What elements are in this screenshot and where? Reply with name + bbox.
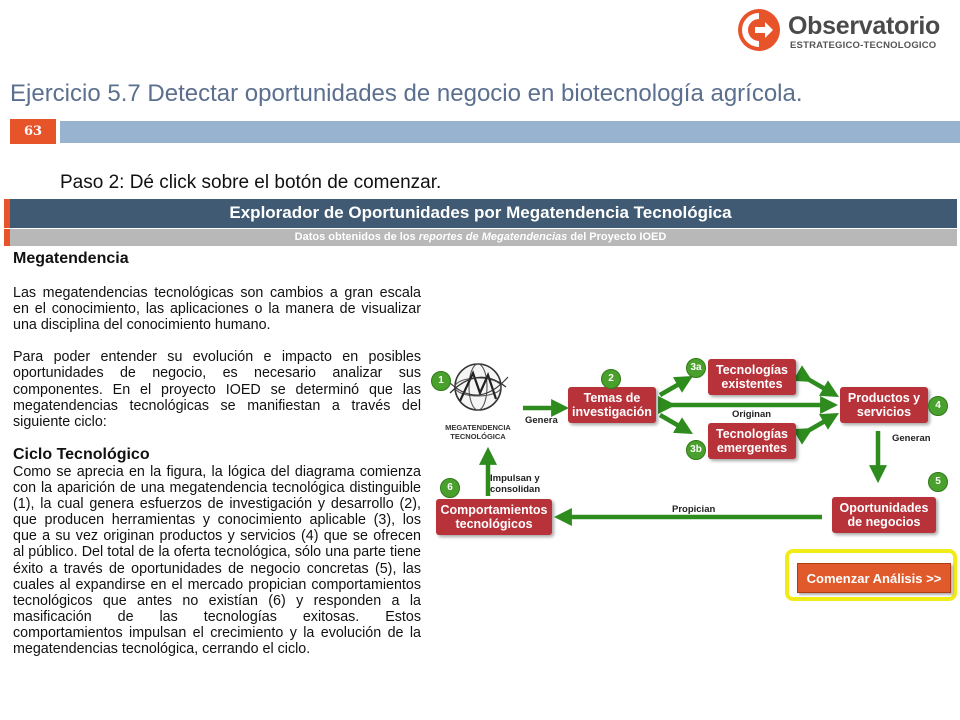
arrow-emergentes-productos	[806, 417, 832, 432]
edge-label-impulsan-line1: Impulsan y	[490, 473, 540, 484]
edge-label-propician: Propician	[672, 504, 716, 515]
step-number-4: 4	[928, 396, 948, 416]
heading-ciclo-tecnologico: Ciclo Tecnológico	[13, 445, 150, 463]
explorer-app-screenshot	[0, 199, 960, 720]
edge-label-impulsan-line2: consolidan	[490, 484, 541, 495]
page-number-badge: 63	[10, 119, 56, 144]
edge-label-genera: Genera	[525, 415, 558, 426]
app-title-bar	[4, 199, 957, 228]
node-tecnologias-emergentes: Tecnologías emergentes	[708, 423, 796, 459]
technology-cycle-diagram	[428, 351, 960, 551]
app-subtitle	[4, 231, 957, 243]
arrow-temas-emergentes	[660, 415, 686, 430]
step-instruction: Paso 2: Dé click sobre el botón de comenzar.	[60, 172, 442, 193]
step-number-3a: 3a	[686, 358, 706, 378]
subtitle-prefix: Datos obtenidos de los	[294, 231, 419, 243]
node-temas-investigacion: Temas de investigación	[568, 387, 656, 423]
step-number-1: 1	[431, 371, 451, 391]
node-productos-servicios: Productos y servicios	[840, 387, 928, 423]
title-band	[60, 121, 960, 143]
paragraph-definition: Las megatendencias tecnológicas son cambios a gran escala en el conocimiento, las aplicaciones o la manera de visualizar una disciplina del conocimiento humano.	[13, 285, 421, 334]
node-tecnologias-existentes: Tecnologías existentes	[708, 359, 796, 395]
megatendencia-globe-icon	[440, 357, 512, 423]
step-number-3b: 3b	[686, 440, 706, 460]
logo-name: Observatorio	[788, 12, 941, 40]
subtitle-suffix: del Proyecto IOED	[567, 231, 667, 243]
heading-megatendencia: Megatendencia	[13, 250, 129, 267]
edge-label-originan: Originan	[732, 409, 772, 420]
step-number-6: 6	[440, 478, 460, 498]
description-column	[13, 251, 421, 657]
paragraph-cycle: Como se aprecia en la figura, la lógica del diagrama comienza con la aparición de una megatendencia tecnológica distinguible (1), la cual genera esfuerzos de investigación y desarrollo (2), que producen herramientas y conocimiento aplicable (3), los que a su vez originan productos y servicios (4) que se ofrecen al público. Del total de la oferta tecnológica, sólo una parte tiene éxito a través de oportunidades de negocio concretas (5), las cuales al expandirse en el mercado propician comportamientos tecnológicos que antes no existían (6) y responden a la masificación de las tecnologías exitosas. Estos comportamientos impulsan el crecimiento y la evolución de la megatendencias tecnológica, cerrando el ciclo.	[13, 463, 421, 657]
subtitle-emphasis: reportes de Megatendencias	[418, 231, 568, 243]
app-title: Explorador de Oportunidades por Megatendencia Tecnológica	[229, 203, 732, 222]
logo-subtitle: ESTRATEGICO-TECNOLOGICO	[790, 40, 937, 51]
node-comportamientos-tecnologicos: Comportamientos tecnológicos	[436, 499, 552, 535]
megatendencia-label-line1: MEGATENDENCIA	[445, 423, 511, 432]
edge-label-generan: Generan	[892, 433, 931, 444]
observatorio-logo-icon	[738, 9, 780, 51]
step-number-5: 5	[928, 472, 948, 492]
step-number-2: 2	[601, 369, 621, 389]
arrow-existentes-productos	[806, 378, 832, 393]
edge-label-impulsan	[490, 473, 540, 495]
node-oportunidades-negocios: Oportunidades de negocios	[832, 497, 936, 533]
slide-title: Ejercicio 5.7 Detectar oportunidades de negocio en biotecnología agrícola.	[10, 80, 803, 107]
observatorio-logo	[738, 6, 958, 56]
arrow-temas-existentes	[660, 380, 686, 395]
paragraph-components: Para poder entender su evolución e impacto en posibles oportunidades de negocio, es necesario analizar sus componentes. En el proyecto IOED se determinó que las megatendencias tecnológicas se manifiestan a través del siguiente ciclo:	[13, 349, 421, 430]
app-subtitle-bar	[4, 229, 957, 246]
megatendencia-label	[436, 423, 520, 441]
comenzar-analisis-button[interactable]: Comenzar Análisis >>	[797, 563, 951, 593]
megatendencia-label-line2: TECNOLÓGICA	[450, 432, 506, 441]
